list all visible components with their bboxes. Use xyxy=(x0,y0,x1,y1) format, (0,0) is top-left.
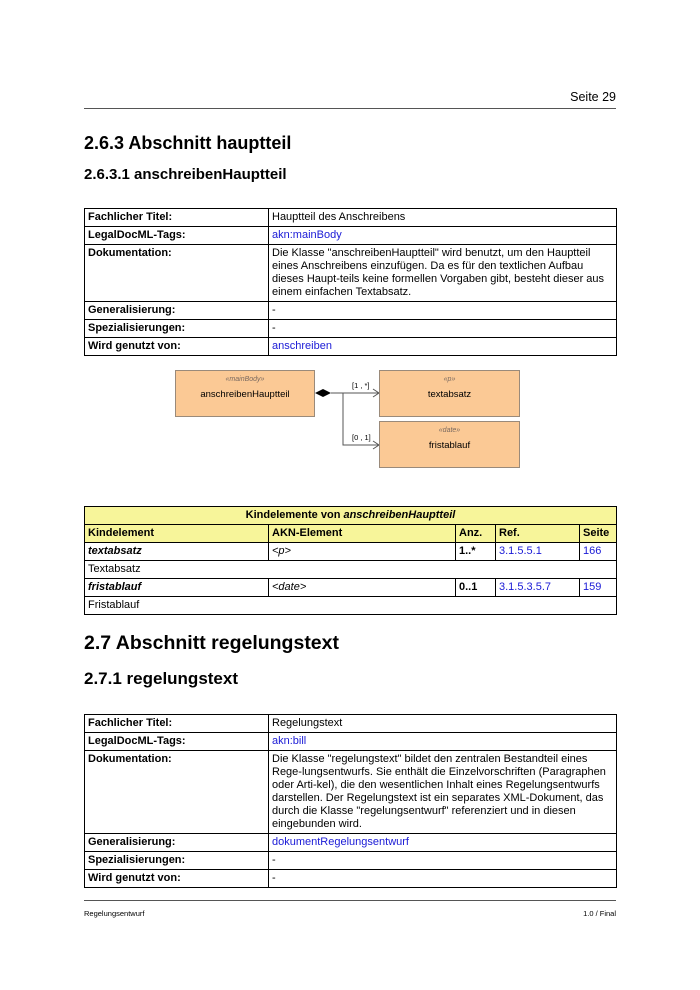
header-kindelement: Kindelement xyxy=(85,525,269,543)
table-row xyxy=(85,751,617,834)
value-spezialisierungen: - xyxy=(269,852,617,870)
label-wird-genutzt-von: Wird genutzt von: xyxy=(85,338,269,356)
info-table-anschreiben-hauptteil xyxy=(84,208,617,356)
composition-diamond xyxy=(315,389,331,397)
table-row xyxy=(85,245,617,302)
info-table-regelungstext xyxy=(84,714,617,888)
label-generalisierung: Generalisierung: xyxy=(85,834,269,852)
label-dokumentation: Dokumentation: xyxy=(85,245,269,302)
link-dokument-regelungsentwurf[interactable]: dokumentRegelungsentwurf xyxy=(272,836,409,848)
caption-class-name: anschreibenHauptteil xyxy=(343,509,456,521)
page-header xyxy=(84,90,616,109)
uml-class-anschreibenhauptteil xyxy=(175,370,315,417)
class-name: textabsatz xyxy=(427,389,472,400)
label-generalisierung: Generalisierung: xyxy=(85,302,269,320)
page-number: Seite 29 xyxy=(570,90,616,104)
table-row xyxy=(85,870,617,888)
table-row xyxy=(85,579,617,597)
class-name: anschreibenHauptteil xyxy=(200,389,290,400)
value-fachlicher-titel: Hauptteil des Anschreibens xyxy=(269,209,617,227)
header-anz: Anz. xyxy=(456,525,496,543)
value-wird-genutzt-von: - xyxy=(269,870,617,888)
cell-anz: 1..* xyxy=(456,543,496,561)
link-anschreiben[interactable]: anschreiben xyxy=(272,340,332,352)
heading-2-7-1: 2.7.1 regelungstext xyxy=(84,669,239,688)
page-footer xyxy=(84,900,616,920)
label-wird-genutzt-von: Wird genutzt von: xyxy=(85,870,269,888)
header-ref: Ref. xyxy=(496,525,580,543)
link-akn-mainbody[interactable]: akn:mainBody xyxy=(272,229,342,241)
table-row xyxy=(85,302,617,320)
table-row xyxy=(85,320,617,338)
table-row xyxy=(85,852,617,870)
link-ref[interactable]: 3.1.5.3.5.7 xyxy=(499,581,551,593)
table-row xyxy=(85,338,617,356)
table-header-row xyxy=(85,525,617,543)
footer-version: 1.0 / Final xyxy=(583,909,616,918)
label-legaldocml-tags: LegalDocML-Tags: xyxy=(85,227,269,245)
uml-class-fristablauf xyxy=(379,421,520,468)
table-row xyxy=(85,834,617,852)
header-akn-element: AKN-Element xyxy=(269,525,456,543)
cell-description: Textabsatz xyxy=(85,561,617,579)
cell-kindelement: fristablauf xyxy=(85,579,269,597)
cell-akn-element: <p> xyxy=(269,543,456,561)
table-row xyxy=(85,561,617,579)
value-dokumentation: Die Klasse "anschreibenHauptteil" wird benutzt, um den Hauptteil eines Anschreibens einzufügen. Da es für den textlichen Aufbau dieses Haupt-teils keine formellen Vorgaben gibt, besteht dieser aus einem einfachen Textabsatz. xyxy=(269,245,617,302)
link-seite[interactable]: 166 xyxy=(583,545,602,557)
cell-description: Fristablauf xyxy=(85,597,617,615)
table-row xyxy=(85,733,617,751)
cell-kindelement: textabsatz xyxy=(85,543,269,561)
value-spezialisierungen: - xyxy=(269,320,617,338)
value-dokumentation: Die Klasse "regelungstext" bildet den zentralen Bestandteil eines Rege-lungsentwurfs. Sie enthält die Einzelvorschriften (Paragraphen oder Arti-kel), die den wesentlichen Inhalt eines Regelungsentwurfs darstellen. Der Regelungstext ist ein separates XML-Dokument, das durch die Klasse "regelungsentwurf" referenziert und in diesen eingebunden wird. xyxy=(269,751,617,834)
label-legaldocml-tags: LegalDocML-Tags: xyxy=(85,733,269,751)
uml-class-textabsatz xyxy=(379,370,520,417)
heading-2-6-3: 2.6.3 Abschnitt hauptteil xyxy=(84,133,292,153)
label-dokumentation: Dokumentation: xyxy=(85,751,269,834)
table-row xyxy=(85,227,617,245)
uml-diagram xyxy=(175,368,521,470)
cell-anz: 0..1 xyxy=(456,579,496,597)
table-row xyxy=(85,597,617,615)
multiplicity-textabsatz: [1 , *] xyxy=(352,381,370,390)
table-caption-row xyxy=(85,507,617,525)
table-caption xyxy=(85,507,617,525)
label-fachlicher-titel: Fachlicher Titel: xyxy=(85,715,269,733)
value-fachlicher-titel: Regelungstext xyxy=(269,715,617,733)
label-fachlicher-titel: Fachlicher Titel: xyxy=(85,209,269,227)
label-spezialisierungen: Spezialisierungen: xyxy=(85,320,269,338)
link-akn-bill[interactable]: akn:bill xyxy=(272,735,307,747)
multiplicity-fristablauf: [0 , 1] xyxy=(352,433,371,442)
header-seite: Seite xyxy=(580,525,617,543)
class-name: fristablauf xyxy=(428,440,471,451)
heading-2-7: 2.7 Abschnitt regelungstext xyxy=(84,632,339,654)
link-ref[interactable]: 3.1.5.5.1 xyxy=(499,545,542,557)
children-table xyxy=(84,506,617,615)
stereotype-label: «mainBody» xyxy=(225,376,265,383)
stereotype-label: «date» xyxy=(438,427,461,434)
link-seite[interactable]: 159 xyxy=(583,581,602,593)
value-generalisierung: - xyxy=(269,302,617,320)
table-row xyxy=(85,209,617,227)
heading-2-6-3-1: 2.6.3.1 anschreibenHauptteil xyxy=(84,166,287,183)
stereotype-label: «p» xyxy=(443,376,456,383)
table-row xyxy=(85,543,617,561)
table-row xyxy=(85,715,617,733)
caption-prefix: Kindelemente von xyxy=(245,509,344,521)
label-spezialisierungen: Spezialisierungen: xyxy=(85,852,269,870)
footer-document-name: Regelungsentwurf xyxy=(84,909,145,918)
cell-akn-element: <date> xyxy=(269,579,456,597)
